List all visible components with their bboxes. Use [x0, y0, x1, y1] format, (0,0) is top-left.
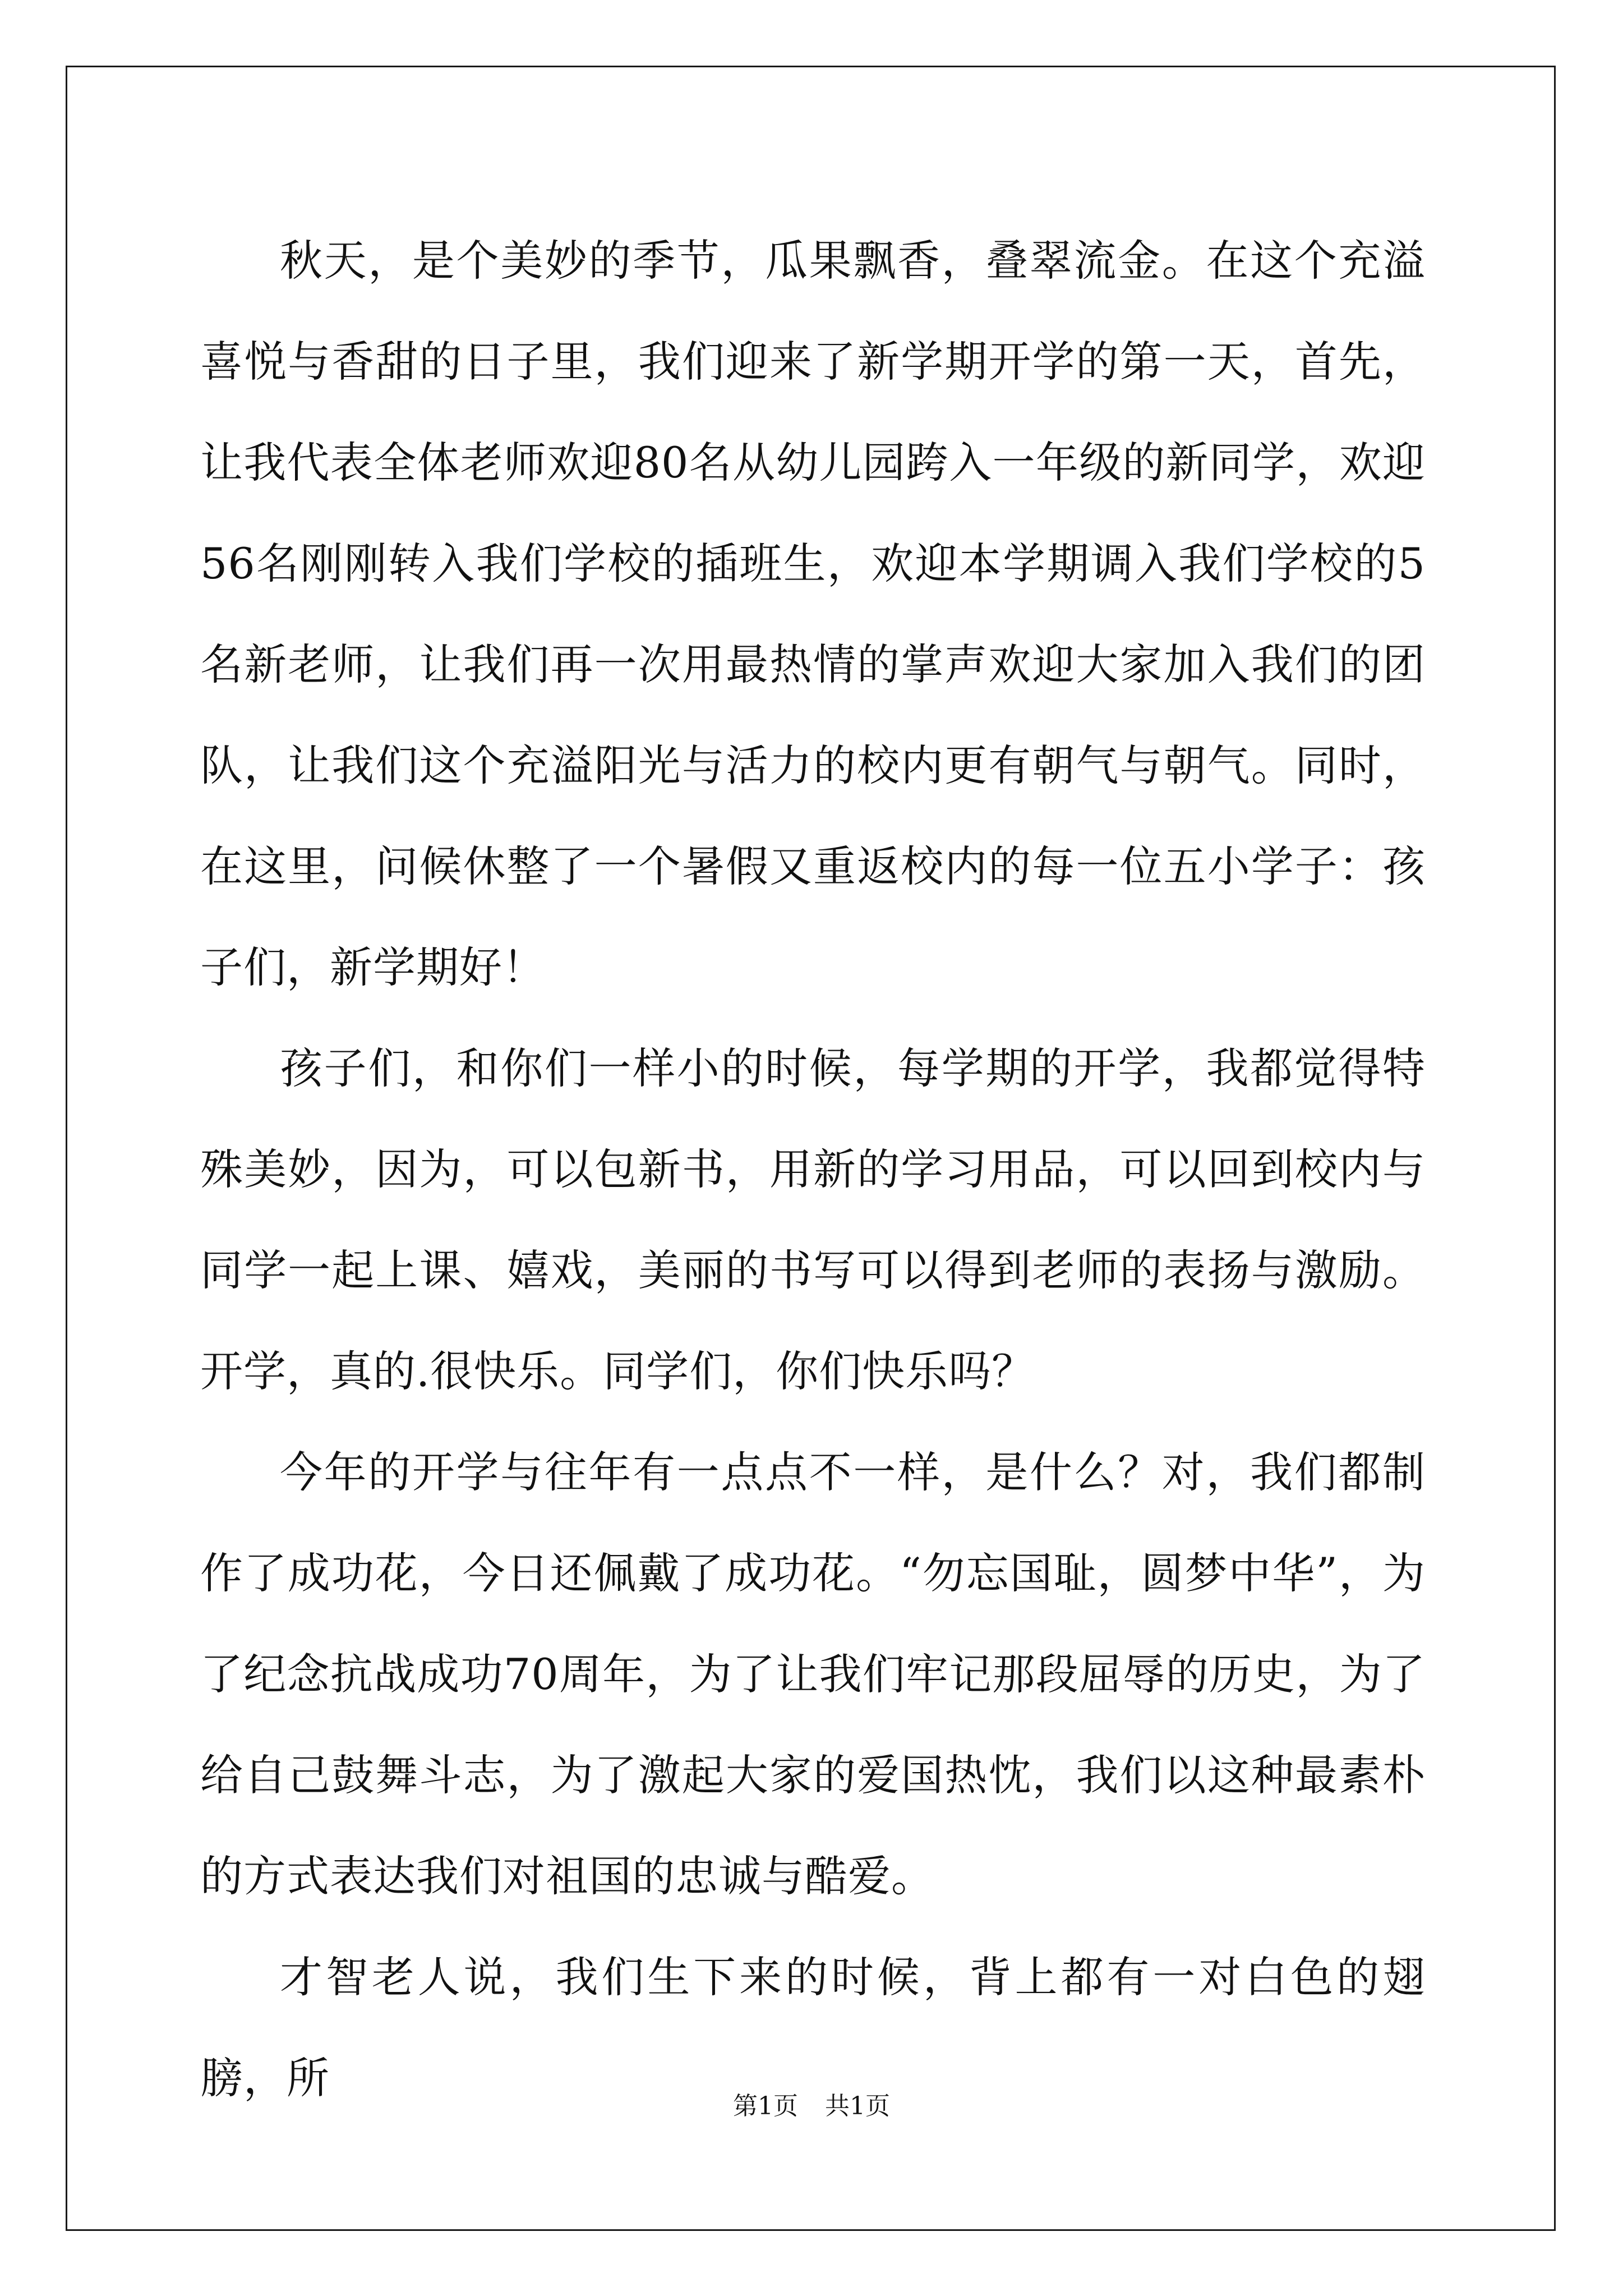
paragraph-4: 才智老人说，我们生下来的时候，背上都有一对白色的翅膀，所 [200, 1952, 1426, 2103]
paragraph-1: 秋天，是个美妙的季节，瓜果飘香，叠翠流金。在这个充溢喜悦与香甜的日子里，我们迎来了新学期开学的第一天，首先，让我代表全体老师欢迎80名从幼儿园跨入一年级的新同学，欢迎56名刚刚转入我们学校的插班生，欢迎本学期调入我们学校的5名新老师，让我们再一次用最热情的掌声欢迎大家加入我们的团队，让我们这个充溢阳光与活力的校内更有朝气与朝气。同时，在这里，问候休整了一个暑假又重返校内的每一位五小学子：孩子们，新学期好！ [200, 236, 1426, 992]
document-body [200, 210, 1426, 2129]
total-pages: 共1页 [825, 2092, 890, 2120]
page-footer [0, 2086, 1623, 2122]
paragraph-3: 今年的开学与往年有一点点不一样，是什么？对，我们都制作了成功花，今日还佩戴了成功花。“勿忘国耻，圆梦中华”，为了纪念抗战成功70周年，为了让我们牢记那段屈辱的历史，为了给自己鼓舞斗志，为了激起大家的爱国热忱，我们以这种最素朴的方式表达我们对祖国的忠诚与酷爱。 [200, 1447, 1426, 1901]
current-page-number: 第1页 [733, 2092, 798, 2120]
paragraph-2: 孩子们，和你们一样小的时候，每学期的开学，我都觉得特殊美妙，因为，可以包新书，用新的学习用品，可以回到校内与同学一起上课、嬉戏，美丽的书写可以得到老师的表扬与激励。开学，真的.很快乐。同学们，你们快乐吗？ [200, 1043, 1426, 1396]
